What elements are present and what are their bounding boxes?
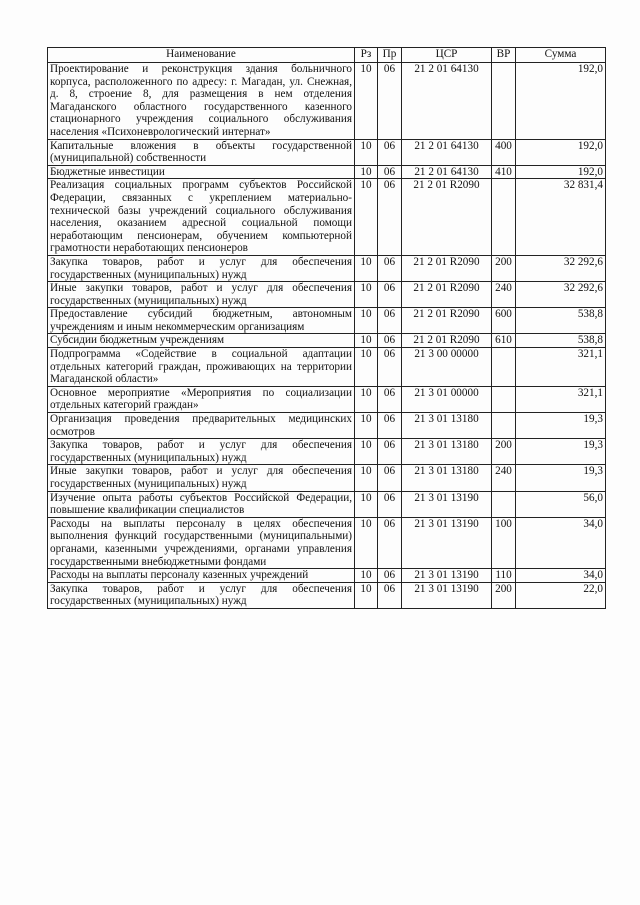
row-sum: 19,3 [516,413,606,439]
row-vr: 200 [492,582,516,608]
table-row [48,517,606,568]
row-sum: 192,0 [516,139,606,165]
header-csr: ЦСР [402,48,492,63]
row-csr: 21 2 01 R2090 [402,334,492,348]
row-csr: 21 2 01 R2090 [402,282,492,308]
row-vr [492,491,516,517]
row-vr: 100 [492,517,516,568]
row-rz: 10 [355,386,378,412]
table-body [48,63,606,609]
row-name: Основное мероприятие «Мероприятия по социализации отдельных категорий граждан» [48,386,355,412]
row-pr: 06 [378,63,402,140]
table-row [48,255,606,281]
row-pr: 06 [378,179,402,256]
row-sum: 321,1 [516,386,606,412]
row-rz: 10 [355,165,378,179]
table-row [48,334,606,348]
table-row [48,386,606,412]
row-sum: 538,8 [516,308,606,334]
row-sum: 538,8 [516,334,606,348]
row-rz: 10 [355,282,378,308]
row-name: Закупка товаров, работ и услуг для обеспечения государственных (муниципальных) нужд [48,439,355,465]
row-rz: 10 [355,517,378,568]
row-name: Иные закупки товаров, работ и услуг для обеспечения государственных (муниципальных) нужд [48,282,355,308]
row-rz: 10 [355,582,378,608]
row-vr [492,63,516,140]
row-name: Расходы на выплаты персоналу в целях обеспечения выполнения функций государственными (муниципальными) органами, казенными учреждениями, органами управления государственными внебюджетными фондами [48,517,355,568]
header-rz: Рз [355,48,378,63]
row-vr: 400 [492,139,516,165]
header-pr: Пр [378,48,402,63]
table-row [48,465,606,491]
row-rz: 10 [355,465,378,491]
row-sum: 32 292,6 [516,255,606,281]
row-rz: 10 [355,569,378,583]
row-name: Расходы на выплаты персоналу казенных учреждений [48,569,355,583]
row-name: Предоставление субсидий бюджетным, автономным учреждениям и иным некоммерческим организациям [48,308,355,334]
row-pr: 06 [378,465,402,491]
table-row [48,348,606,387]
row-rz: 10 [355,413,378,439]
row-pr: 06 [378,439,402,465]
row-pr: 06 [378,348,402,387]
row-name: Закупка товаров, работ и услуг для обеспечения государственных (муниципальных) нужд [48,582,355,608]
row-sum: 34,0 [516,569,606,583]
row-sum: 321,1 [516,348,606,387]
table-row [48,179,606,256]
row-rz: 10 [355,139,378,165]
row-name: Проектирование и реконструкция здания больничного корпуса, расположенного по адресу: г. Магадан, ул. Снежная, д. 8, строение 8, для размещения в нем отделения Магаданского областного государственного казенного стационарного учреждения социального обслуживания населения «Психоневрологический интернат» [48,63,355,140]
row-vr: 240 [492,282,516,308]
table-row [48,139,606,165]
row-csr: 21 3 01 13190 [402,569,492,583]
row-csr: 21 3 01 13180 [402,439,492,465]
row-rz: 10 [355,439,378,465]
row-rz: 10 [355,491,378,517]
row-rz: 10 [355,308,378,334]
row-pr: 06 [378,308,402,334]
table-row [48,165,606,179]
row-sum: 22,0 [516,582,606,608]
row-rz: 10 [355,334,378,348]
row-vr [492,348,516,387]
table-row [48,582,606,608]
row-pr: 06 [378,282,402,308]
row-sum: 32 292,6 [516,282,606,308]
row-vr [492,413,516,439]
row-pr: 06 [378,386,402,412]
row-name: Субсидии бюджетным учреждениям [48,334,355,348]
row-name: Организация проведения предварительных медицинских осмотров [48,413,355,439]
table-row [48,491,606,517]
header-sum: Сумма [516,48,606,63]
row-rz: 10 [355,179,378,256]
table-row [48,63,606,140]
budget-table [47,47,606,609]
row-csr: 21 2 01 R2090 [402,255,492,281]
row-csr: 21 3 01 13190 [402,517,492,568]
row-sum: 192,0 [516,63,606,140]
row-pr: 06 [378,255,402,281]
row-name: Иные закупки товаров, работ и услуг для обеспечения государственных (муниципальных) нужд [48,465,355,491]
row-sum: 34,0 [516,517,606,568]
row-sum: 56,0 [516,491,606,517]
row-csr: 21 3 01 13190 [402,491,492,517]
row-csr: 21 2 01 R2090 [402,179,492,256]
row-vr: 600 [492,308,516,334]
header-vr: ВР [492,48,516,63]
row-rz: 10 [355,348,378,387]
row-vr: 610 [492,334,516,348]
row-rz: 10 [355,255,378,281]
row-csr: 21 3 01 13180 [402,413,492,439]
table-header-row [48,48,606,63]
table-row [48,569,606,583]
row-name: Капитальные вложения в объекты государственной (муниципальной) собственности [48,139,355,165]
row-sum: 32 831,4 [516,179,606,256]
row-csr: 21 2 01 64130 [402,63,492,140]
row-vr [492,386,516,412]
row-csr: 21 3 01 00000 [402,386,492,412]
row-rz: 10 [355,63,378,140]
row-name: Закупка товаров, работ и услуг для обеспечения государственных (муниципальных) нужд [48,255,355,281]
table-row [48,282,606,308]
row-vr: 200 [492,439,516,465]
row-pr: 06 [378,165,402,179]
row-pr: 06 [378,517,402,568]
row-pr: 06 [378,491,402,517]
row-sum: 19,3 [516,439,606,465]
table-row [48,439,606,465]
row-pr: 06 [378,139,402,165]
row-vr [492,179,516,256]
row-name: Изучение опыта работы субъектов Российской Федерации, повышение квалификации специалистов [48,491,355,517]
row-vr: 410 [492,165,516,179]
row-csr: 21 2 01 64130 [402,139,492,165]
header-name: Наименование [48,48,355,63]
row-csr: 21 3 01 13180 [402,465,492,491]
row-csr: 21 2 01 R2090 [402,308,492,334]
row-name: Бюджетные инвестиции [48,165,355,179]
row-pr: 06 [378,334,402,348]
row-vr: 110 [492,569,516,583]
row-name: Подпрограмма «Содействие в социальной адаптации отдельных категорий граждан, проживающих на территории Магаданской области» [48,348,355,387]
row-sum: 192,0 [516,165,606,179]
row-name: Реализация социальных программ субъектов Российской Федерации, связанных с укреплением материально-технической базы учреждений социального обслуживания населения, оказанием адресной социальной помощи неработающим пенсионерам, обучением компьютерной грамотности неработающих пенсионеров [48,179,355,256]
row-sum: 19,3 [516,465,606,491]
table-row [48,413,606,439]
row-vr: 240 [492,465,516,491]
row-pr: 06 [378,569,402,583]
row-pr: 06 [378,582,402,608]
row-csr: 21 3 00 00000 [402,348,492,387]
row-csr: 21 2 01 64130 [402,165,492,179]
table-row [48,308,606,334]
row-pr: 06 [378,413,402,439]
row-vr: 200 [492,255,516,281]
row-csr: 21 3 01 13190 [402,582,492,608]
